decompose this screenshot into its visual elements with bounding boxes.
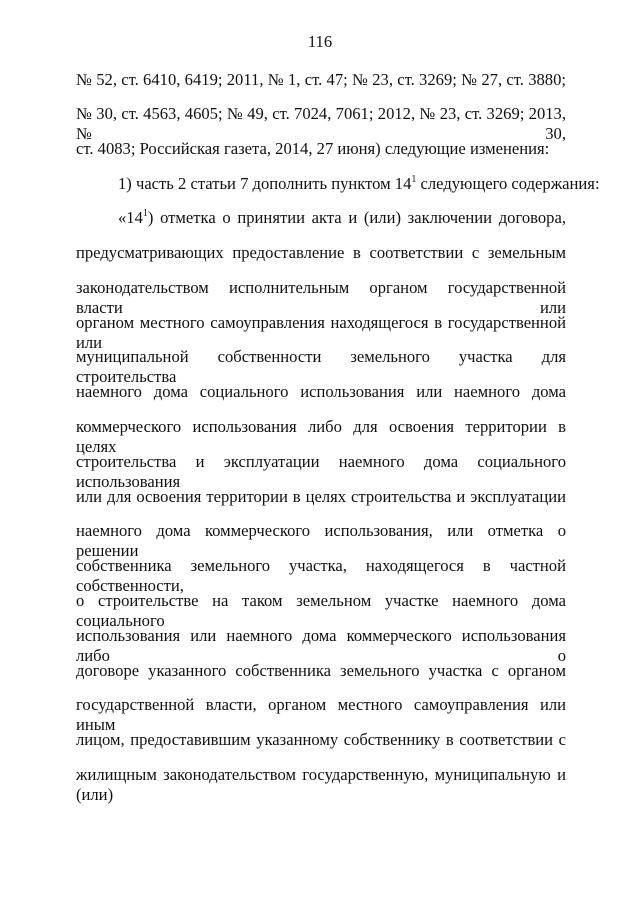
text-line: коммерческого использования либо для освоения территории в целях [76, 417, 566, 456]
text-line: № 30, ст. 4563, 4605; № 49, ст. 7024, 7061; 2012, № 23, ст. 3269; 2013, № 30, [76, 104, 566, 143]
text-line: лицом, предоставившим указанному собственнику в соответствии с [76, 730, 566, 750]
text: следующего содержания: [416, 174, 600, 193]
superscript: 1 [142, 208, 148, 219]
superscript: 1 [411, 174, 417, 185]
text-line: о строительстве на таком земельном участке наемного дома социального [76, 591, 566, 630]
amendment-item-1 [118, 174, 600, 194]
text-line: законодательством исполнительным органом государственной власти или [76, 277, 566, 317]
text-line: муниципальной собственности земельного участка для строительства [76, 347, 566, 387]
text-line: наемного дома коммерческого использования, или отметка о решении [76, 521, 566, 561]
text-line: жилищным законодательством государственную, муниципальную и (или) [76, 765, 566, 804]
text-line: собственника земельного участка, находящегося в частной собственности, [76, 556, 566, 596]
text-line: наемного дома социального использования или наемного дома [76, 382, 566, 402]
text-line: государственной власти, органом местного самоуправления или иным [76, 695, 566, 735]
text-line: договоре указанного собственника земельного участка с органом [76, 660, 566, 680]
text: ) отметка о принятии акта и (или) заключении договора, [147, 208, 566, 227]
page-number: 116 [307, 32, 333, 51]
text-line: или для освоения территории в целях строительства и эксплуатации [76, 486, 566, 506]
quoted-item-14-1 [118, 208, 566, 228]
text-line: строительства и эксплуатации наемного дома социального использования [76, 451, 566, 491]
text-line: предусматривающих предоставление в соответствии с земельным [76, 243, 566, 262]
text-line: использования или наемного дома коммерческого использования либо о [76, 625, 566, 665]
text: 1) часть 2 статьи 7 дополнить пунктом 14 [118, 174, 412, 193]
text-line: ст. 4083; Российская газета, 2014, 27 июня) следующие изменения: [76, 139, 550, 158]
text-line: органом местного самоуправления находящегося в государственной или [76, 312, 566, 352]
text: «14 [118, 208, 143, 227]
text-line: № 52, ст. 6410, 6419; 2011, № 1, ст. 47; № 23, ст. 3269; № 27, ст. 3880; [76, 70, 566, 89]
